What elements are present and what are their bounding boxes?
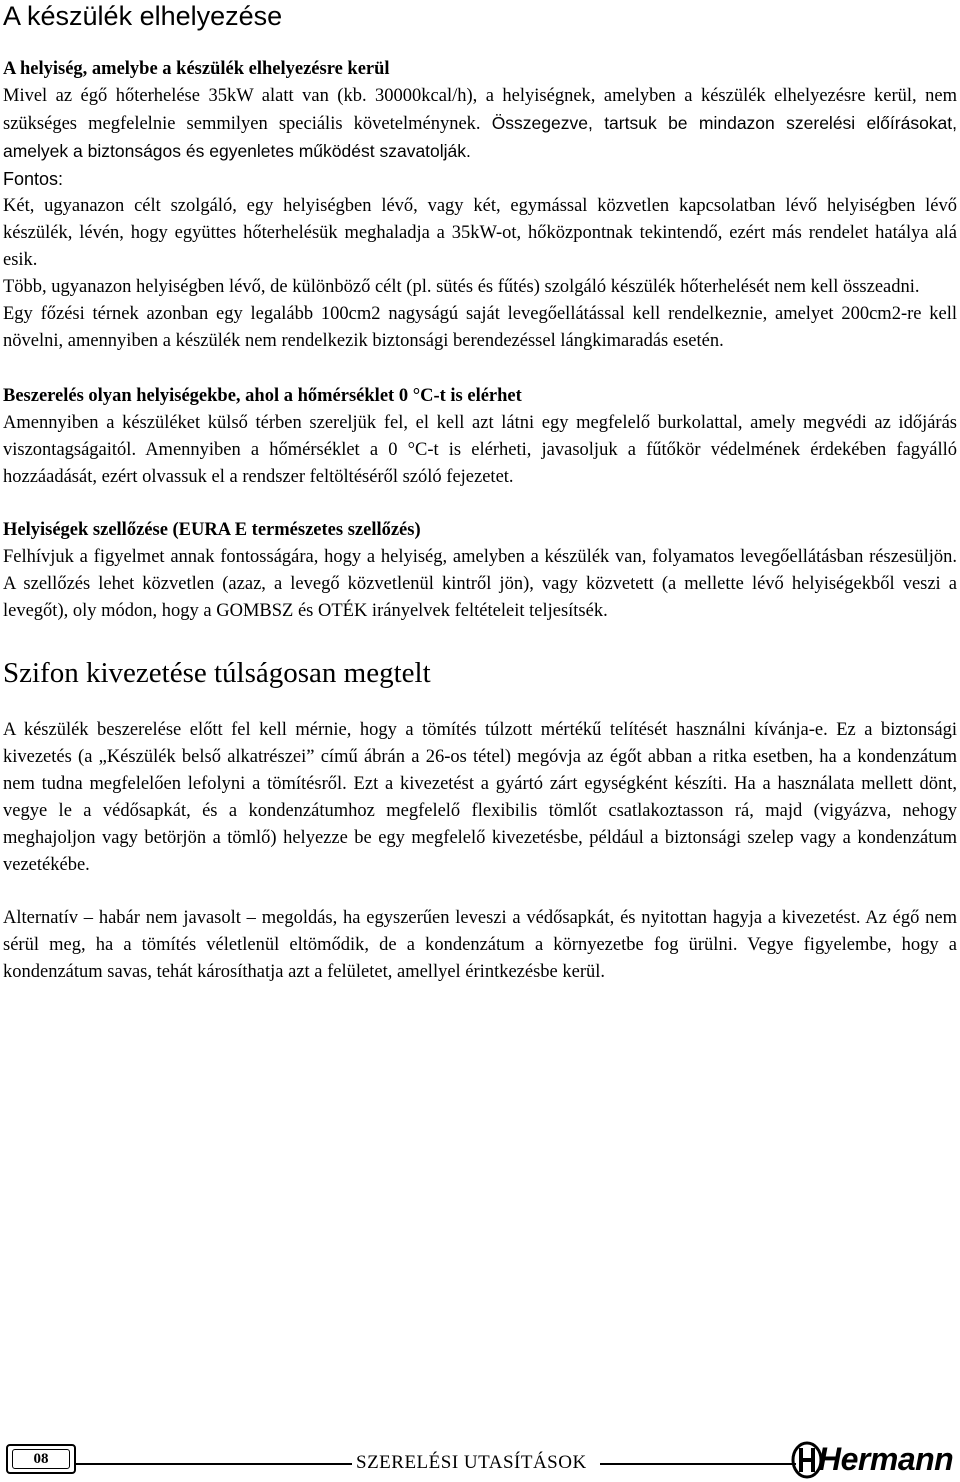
- section-heading-ventilation: Helyiségek szellőzése (EURA E természetes szellőzés): [3, 520, 421, 540]
- footer-title: SZERELÉSI UTASÍTÁSOK: [356, 1452, 587, 1473]
- page-title: A készülék elhelyezése: [3, 1, 283, 31]
- page-footer: [0, 1436, 960, 1482]
- section-heading-frost: Beszerelés olyan helyiségekbe, ahol a hőmérséklet 0 °C-t is elérhet: [3, 386, 522, 406]
- paragraph-two-devices: Két, ugyanazon célt szolgáló, egy helyiségben lévő, vagy két, egymással közvetlen kapcsolatban lévő helyiségben lévő készülék, lévén, hogy együttes hőterhelésük meghaladja a 35kW-ot, hőközpontnak tekintendő, ezért más rendelet hatálya alá esik.: [3, 196, 957, 270]
- paragraph-ventilation: Felhívjuk a figyelmet annak fontosságára, hogy a helyiség, amelyben a készülék van, folyamatos levegőellátásban részesüljön. A szellőzés lehet közvetlen (azaz, a levegő közvetlenül kintről jön), vagy közvetett (a mellette lévő helyiségekből veszi a levegőt), oly módon, hogy a GOMBSZ és OTÉK irányelvek feltételeit teljesítsék.: [3, 547, 957, 621]
- document-page: [3, 0, 957, 986]
- paragraph-siphon: A készülék beszerelése előtt fel kell mérnie, hogy a tömítés túlzott mértékű telítését használni kívánja-e. Ez a biztonsági kivezetés (a „Készülék belső alkatrészei” című ábrán a 26-os tétel) megóvja az égőt abban a ritka esetben, ha a kondenzátum nem tudna megfelelően lefolyni a tömítésről. Ezt a kivezetést a gyártó zárt egységként készíti. Ha a használata mellett dönt, vegye le a védősapkát, és a kondenzátumhoz megfelelő flexibilis tömlőt csatlakoztasson rá, majd (vigyázva, nehogy meghajoljon vagy betörjön a tömlő) helyezze be egy megfelelő kivezetésbe, például a biztonsági szelep vagy a kondenzátum vezetékébe.: [3, 720, 957, 875]
- paragraph-different-purpose: Több, ugyanazon helyiségben lévő, de különböző célt (pl. sütés és fűtés) szolgáló készülék hőterhelését nem kell összeadni.: [3, 277, 920, 297]
- section-heading-siphon: Szifon kivezetése túlságosan megtelt: [3, 657, 431, 689]
- paragraph-room-intro: Mivel az égő hőterhelése 35kW alatt van (kb. 30000kcal/h), a helyiségnek, amelyben a készülék elhelyezésre kerül, nem szükséges megfelelnie semmilyen speciális követelménynek. Összegezve, tartsuk be mindazon szerelési előírásokat, amelyek a biztonságos és egyenletes működést szavatolják.: [3, 86, 958, 161]
- logo-text: Hermann: [818, 1441, 954, 1477]
- paragraph-alternative: Alternatív – habár nem javasolt – megoldás, ha egyszerűen leveszi a védősapkát, és nyitottan hagyja a kivezetést. Az égő nem sérül meg, ha a tömítés véletlenül eltömődik, de a kondenzátum a környezetbe fog ürülni. Vegye figyelembe, hogy a kondenzátum savas, tehát károsíthatja azt a felületet, amellyel érintkezésbe kerül.: [3, 908, 957, 982]
- paragraph-cooking-space: Egy főzési térnek azonban egy legalább 100cm2 nagyságú saját levegőellátással kell rendelkeznie, amelyet 200cm2-re kell növelni, amennyiben a készülék nem rendelkezik biztonsági berendezéssel lángkimaradás esetén.: [3, 304, 957, 351]
- fontos-label: Fontos:: [3, 169, 64, 189]
- paragraph-frost: Amennyiben a készüléket külső térben szereljük fel, el kell azt látni egy megfelelő burkolattal, amely megvédi az időjárás viszontagságaitól. Amennyiben a hőmérséklet a 0 °C-t is elérheti, javasoljuk a fűtőkör védelmének érdekében fagyálló hozzáadását, ezért olvassuk el a rendszer feltöltéséről szóló fejezetet.: [3, 413, 957, 487]
- page-number: 08: [12, 1449, 70, 1469]
- section-heading-room: A helyiség, amelybe a készülék elhelyezésre kerül: [3, 59, 390, 79]
- footer-rule-left: [76, 1463, 352, 1465]
- page-number-box: [6, 1444, 76, 1474]
- hermann-logo: [790, 1440, 958, 1480]
- footer-rule-right: [600, 1463, 796, 1465]
